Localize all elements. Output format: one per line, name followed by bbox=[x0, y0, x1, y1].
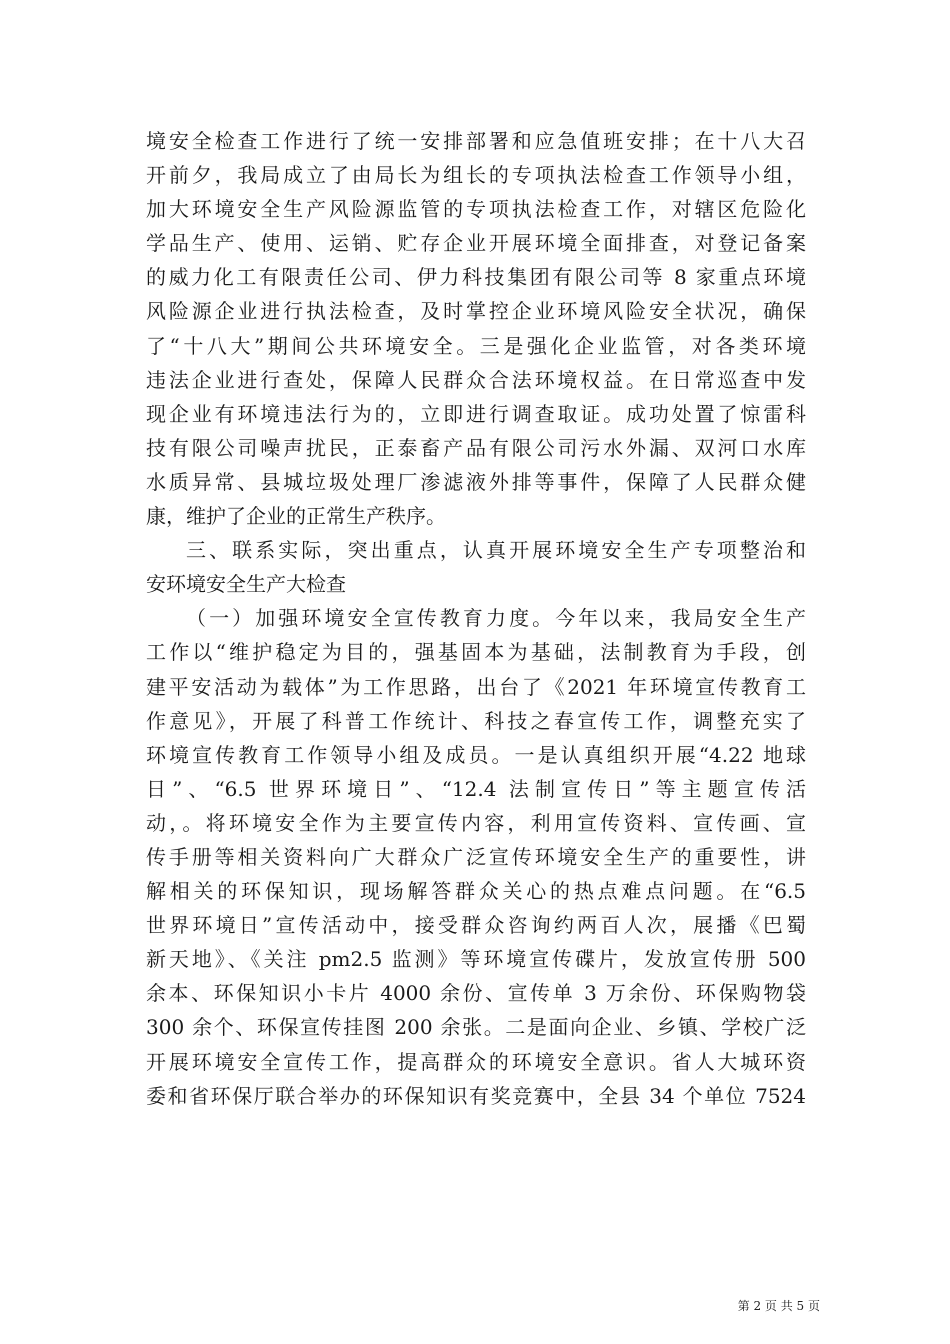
text-line: 开前夕，我局成立了由局长为组长的专项执法检查工作领导小组， bbox=[146, 163, 806, 188]
text-line: 开展环境安全宣传工作，提高群众的环境安全意识。省人大城环资 bbox=[146, 1049, 806, 1074]
heading-line: 安环境安全生产大检查 bbox=[146, 572, 346, 597]
text-line: 300 余个、环保宣传挂图 200 余张。二是面向企业、乡镇、学校广泛 bbox=[146, 1015, 806, 1040]
paragraph-inspection-continued bbox=[146, 124, 806, 533]
text-line: 水质异常、县城垃圾处理厂渗滤液外排等事件，保障了人民群众健 bbox=[146, 469, 806, 494]
text-line: 的威力化工有限责任公司、伊力科技集团有限公司等 8 家重点环境 bbox=[146, 265, 806, 290]
document-body bbox=[146, 124, 806, 1113]
text-line: 环境宣传教育工作领导小组及成员。一是认真组织开展“4.22 地球 bbox=[146, 742, 806, 767]
text-line: 学品生产、使用、运销、贮存企业开展环境全面排查，对登记备案 bbox=[146, 231, 806, 256]
text-line: 加大环境安全生产风险源监管的专项执法检查工作，对辖区危险化 bbox=[146, 197, 806, 222]
text-line: 余本、环保知识小卡片 4000 余份、宣传单 3 万余份、环保购物袋 bbox=[146, 981, 806, 1006]
text-line: 风险源企业进行执法检查，及时掌控企业环境风险安全状况，确保 bbox=[146, 299, 806, 324]
page-number: 第 2 页 共 5 页 bbox=[737, 1299, 820, 1313]
text-line: 委和省环保厅联合举办的环保知识有奖竞赛中，全县 34 个单位 7524 bbox=[146, 1083, 806, 1108]
text-line: 境安全检查工作进行了统一安排部署和应急值班安排；在十八大召 bbox=[146, 129, 806, 153]
text-line: 现企业有环境违法行为的，立即进行调查取证。成功处置了惊雷科 bbox=[146, 401, 806, 426]
heading-line: 三、联系实际，突出重点，认真开展环境安全生产专项整治和 bbox=[186, 538, 806, 563]
text-line: 建平安活动为载体”为工作思路，出台了《2021 年环境宣传教育工 bbox=[146, 674, 806, 699]
section-heading-three bbox=[146, 533, 806, 601]
text-line: 违法企业进行查处，保障人民群众合法环境权益。在日常巡查中发 bbox=[146, 367, 806, 392]
text-line: 世界环境日”宣传活动中，接受群众咨询约两百人次，展播《巴蜀 bbox=[146, 913, 806, 938]
text-line: 了“十八大”期间公共环境安全。三是强化企业监管，对各类环境 bbox=[146, 333, 806, 358]
text-line: 日”、“6.5 世界环境日”、“12.4 法制宣传日”等主题宣传活 bbox=[146, 776, 806, 801]
text-line: 作意见》，开展了科普工作统计、科技之春宣传工作，调整充实了 bbox=[146, 708, 806, 733]
paragraph-publicity-education bbox=[146, 601, 806, 1112]
text-line: 技有限公司噪声扰民，正泰畜产品有限公司污水外漏、双河口水库 bbox=[146, 435, 806, 460]
text-line: （一）加强环境安全宣传教育力度。今年以来，我局安全生产 bbox=[186, 606, 806, 631]
text-line: 康，维护了企业的正常生产秩序。 bbox=[146, 504, 446, 529]
text-line: 工作以“维护稳定为目的，强基固本为基础，法制教育为手段，创 bbox=[146, 640, 806, 665]
text-line: 新天地》、《关注 pm2.5 监测》等环境宣传碟片，发放宣传册 500 bbox=[146, 947, 806, 972]
text-line: 解相关的环保知识，现场解答群众关心的热点难点问题。在“6.5 bbox=[146, 879, 806, 904]
text-line: 动，。将环境安全作为主要宣传内容，利用宣传资料、宣传画、宣 bbox=[146, 810, 806, 835]
text-line: 传手册等相关资料向广大群众广泛宣传环境安全生产的重要性，讲 bbox=[146, 844, 806, 869]
